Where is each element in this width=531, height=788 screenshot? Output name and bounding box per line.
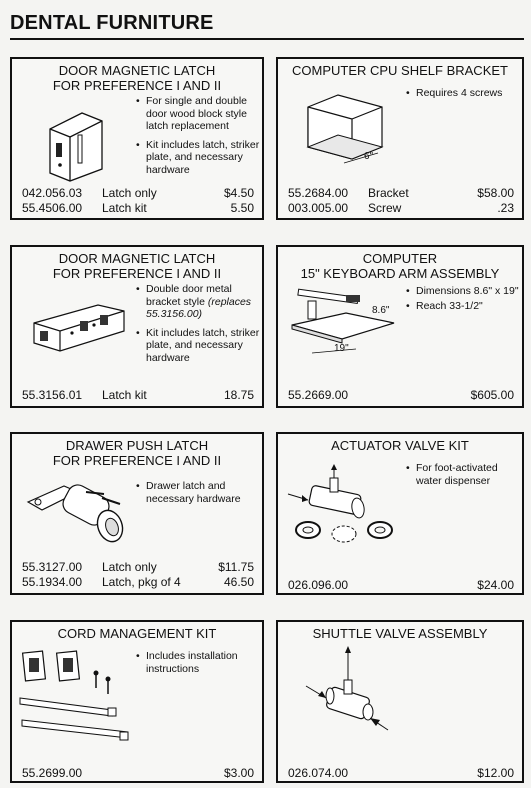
item-price: $58.00	[477, 186, 514, 200]
part-number: 026.096.00	[288, 578, 349, 592]
item-description: Screw	[368, 201, 402, 215]
item-description	[368, 766, 477, 781]
item-price: .23	[497, 201, 514, 215]
shelf-bracket-image	[298, 89, 398, 169]
item-description: Bracket	[368, 186, 409, 200]
price-row	[22, 575, 254, 590]
cord-kit-image	[16, 646, 134, 746]
part-number: 55.2669.00	[288, 388, 349, 402]
dimension-label: 19"	[334, 343, 349, 354]
part-number: 55.1934.00	[22, 575, 83, 589]
part-number: 55.4506.00	[22, 201, 83, 215]
feature-item: • Reach 33-1/2"	[406, 300, 524, 313]
price-table	[22, 766, 254, 781]
part-number: 55.2684.00	[288, 186, 349, 200]
feature-item: • Kit includes latch, striker plate, and necessary hardware	[136, 139, 261, 177]
product-card-door-latch-metal	[10, 245, 264, 408]
item-price: $11.75	[218, 560, 254, 574]
feature-list	[406, 462, 521, 493]
page-title: DENTAL FURNITURE	[10, 12, 214, 34]
item-description: Latch only	[102, 186, 157, 200]
part-number: 042.056.03	[22, 186, 83, 200]
feature-item: • Dimensions 8.6" x 19"	[406, 285, 524, 298]
door-latch-image	[42, 107, 122, 183]
price-table	[288, 766, 514, 781]
feature-item: • Kit includes latch, striker plate, and necessary hardware	[136, 327, 261, 365]
item-price: $605.00	[470, 388, 514, 402]
metal-bracket-latch-image	[28, 295, 132, 361]
price-row	[288, 766, 514, 781]
item-description	[368, 388, 471, 403]
item-price: $4.50	[223, 186, 254, 200]
feature-item: • Requires 4 screws	[406, 87, 521, 100]
actuator-valve-image	[286, 464, 404, 550]
keyboard-arm-image	[286, 287, 398, 367]
feature-list	[136, 650, 261, 681]
card-title: COMPUTER 15" KEYBOARD ARM ASSEMBLY	[300, 251, 500, 281]
feature-list	[406, 285, 524, 318]
item-description: Latch, pkg of 4	[102, 575, 181, 589]
card-title: CORD MANAGEMENT KIT	[57, 626, 217, 641]
product-card-door-latch-wood	[10, 57, 264, 220]
card-title: DOOR MAGNETIC LATCH FOR PREFERENCE I AND II	[52, 63, 222, 93]
card-title: SHUTTLE VALVE ASSEMBLY	[312, 626, 488, 641]
item-price: $24.00	[477, 578, 514, 592]
feature-item: • Drawer latch and necessary hardware	[136, 480, 261, 505]
price-table	[288, 388, 514, 403]
product-card-shuttle-valve	[276, 620, 524, 783]
part-number: 55.3156.01	[22, 388, 83, 402]
item-description: Latch kit	[102, 201, 147, 215]
item-description: Latch kit	[102, 388, 147, 402]
product-card-keyboard-arm	[276, 245, 524, 408]
price-table	[22, 186, 254, 216]
part-number: 55.3127.00	[22, 560, 83, 574]
push-latch-image	[24, 474, 134, 552]
price-row	[22, 201, 254, 216]
price-table	[288, 186, 514, 216]
dimension-label: 6"	[364, 151, 374, 162]
price-row	[22, 766, 254, 781]
card-title: DOOR MAGNETIC LATCH FOR PREFERENCE I AND II	[52, 251, 222, 281]
feature-list	[136, 480, 261, 511]
card-title: DRAWER PUSH LATCH FOR PREFERENCE I AND II	[52, 438, 222, 468]
part-number: 55.2699.00	[22, 766, 83, 780]
price-row	[22, 186, 254, 201]
card-title: ACTUATOR VALVE KIT	[331, 438, 469, 453]
price-row	[22, 560, 254, 575]
item-price: 5.50	[230, 201, 254, 215]
product-card-actuator-valve	[276, 432, 524, 595]
item-price: $3.00	[223, 766, 254, 780]
price-row	[22, 388, 254, 403]
item-description	[102, 766, 224, 781]
item-description: Latch only	[102, 560, 157, 574]
price-row	[288, 388, 514, 403]
product-card-drawer-push-latch	[10, 432, 264, 595]
item-price: 46.50	[223, 575, 254, 589]
price-row	[288, 186, 514, 201]
item-price: 18.75	[223, 388, 254, 402]
shuttle-valve-image	[304, 646, 394, 746]
feature-item: • For single and double door wood block style latch replacement	[136, 95, 261, 133]
product-card-cord-management	[10, 620, 264, 783]
price-table	[288, 578, 514, 593]
price-row	[288, 201, 514, 216]
price-table	[22, 560, 254, 590]
part-number: 003.005.00	[288, 201, 349, 215]
feature-item: • Double door metal bracket style (replaces 55.3156.00)	[136, 283, 261, 321]
part-number: 026.074.00	[288, 766, 349, 780]
feature-list	[136, 283, 261, 370]
feature-list	[136, 95, 261, 182]
item-description	[368, 578, 477, 593]
dimension-label: 8.6"	[372, 305, 390, 316]
title-divider	[10, 38, 524, 40]
feature-item: • For foot-activated water dispenser	[406, 462, 521, 487]
card-title: COMPUTER CPU SHELF BRACKET	[292, 63, 508, 78]
feature-list	[406, 87, 521, 106]
feature-item: • Includes installation instructions	[136, 650, 261, 675]
product-card-cpu-shelf-bracket	[276, 57, 524, 220]
price-row	[288, 578, 514, 593]
item-price: $12.00	[477, 766, 514, 780]
price-table	[22, 388, 254, 403]
